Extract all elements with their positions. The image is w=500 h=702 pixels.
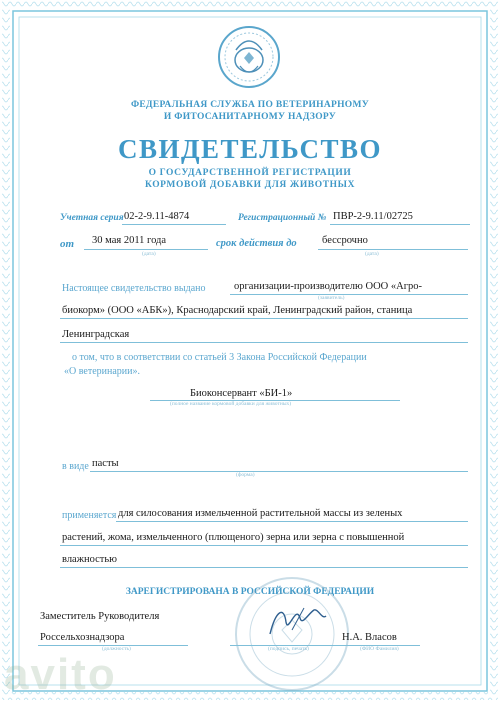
regnum-value: ПВР-2-9.11/02725 [333,211,413,222]
series-label: Учетная серия [60,213,124,223]
form-hint: (форма) [236,472,255,478]
series-value: 02-2-9.11-4874 [124,211,190,222]
law-line1: о том, что в соответствии со статьей 3 Закона Российской Федерации [72,352,367,363]
signer-name: Н.А. Власов [342,632,397,643]
validity-hint: (дата) [365,251,379,257]
usage-line2: растений, жома, измельченного (плющеного) зерна или зерна с повышенной [62,532,405,543]
regnum-label: Регистрационный № [238,213,327,223]
form-value: пасты [92,458,119,469]
sign-hint: (подпись, печать) [268,646,309,652]
date-hint: (дата) [142,251,156,257]
subtitle-line2: КОРМОВОЙ ДОБАВКИ ДЛЯ ЖИВОТНЫХ [144,180,356,190]
agency-name-line1: ФЕДЕРАЛЬНАЯ СЛУЖБА ПО ВЕТЕРИНАРНОМУ [130,100,370,110]
name-hint: (ФИО Фамилия) [360,646,399,652]
product-name: Биоконсервант «БИ-1» [190,388,293,399]
date-value: 30 мая 2011 года [92,235,167,246]
product-hint: (полное название кормовой добавки для животных) [170,401,292,407]
from-label: от [60,238,75,250]
agency-emblem-icon [214,22,284,92]
agency-name-line2: И ФИТОСАНИТАРНОМУ НАДЗОРУ [163,112,337,122]
usage-label: применяется [62,510,117,521]
usage-line1: для силосования измельченной растительной массы из зеленых [118,508,403,519]
issued-line3: Ленинградская [62,329,130,340]
usage-line3: влажностью [62,554,117,565]
signer-position-line2: Россельхознадзора [40,632,125,643]
issued-prefix: Настоящее свидетельство выдано [62,283,206,294]
form-label: в виде [62,461,89,472]
applicant-hint: (заявитель) [318,295,345,301]
avito-watermark: avito [4,650,117,699]
registered-heading: ЗАРЕГИСТРИРОВАНА В РОССИЙСКОЙ ФЕДЕРАЦИИ [125,587,375,597]
validity-value: бессрочно [322,235,368,246]
issued-line1: организации-производителю ООО «Агро- [234,281,423,292]
issued-line2: биокорм» (ООО «АБК»), Краснодарский край, Ленинградский район, станица [62,305,413,316]
document-title: СВИДЕТЕЛЬСТВО [117,134,383,164]
subtitle-line1: О ГОСУДАРСТВЕННОЙ РЕГИСТРАЦИИ [148,168,352,178]
signer-position-line1: Заместитель Руководителя [40,611,160,622]
validity-label: срок действия до [216,238,297,249]
signature-icon [262,600,332,642]
law-line2: «О ветеринарии». [64,366,140,377]
position-hint: (должность) [102,646,131,652]
